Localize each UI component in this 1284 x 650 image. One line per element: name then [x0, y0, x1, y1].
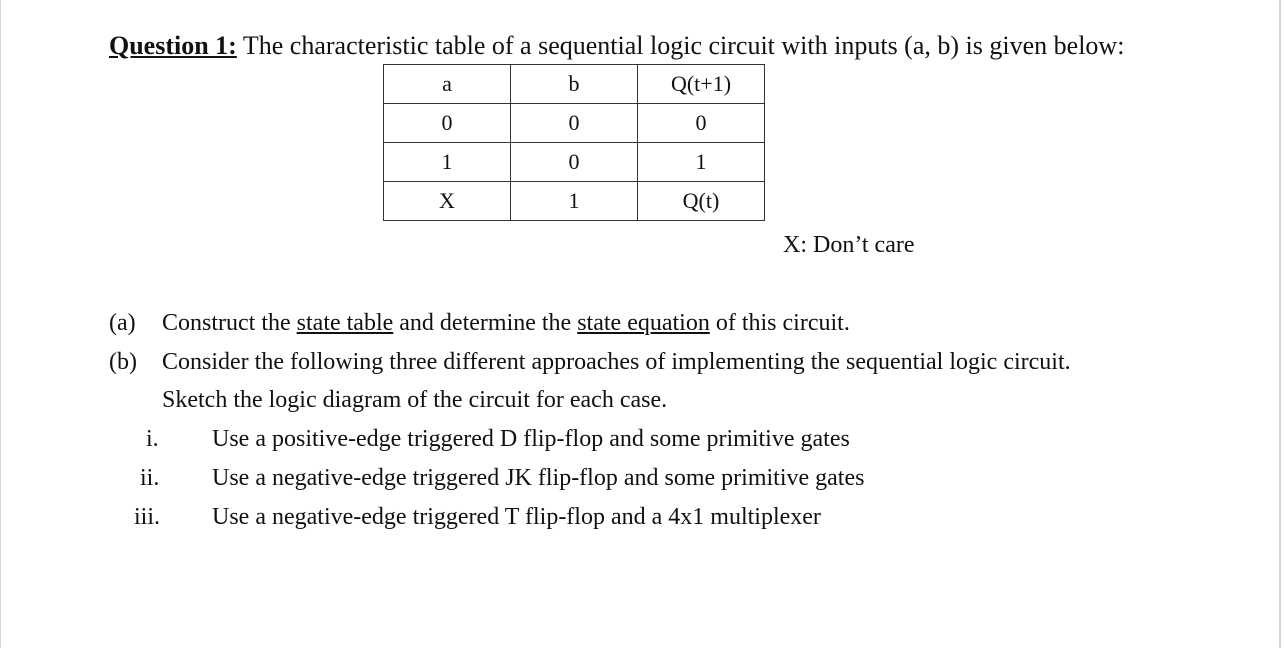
subitem-marker: iii.	[134, 504, 161, 530]
part-a-text-3: of this circuit.	[709, 310, 850, 336]
table-cell: 0	[511, 143, 638, 182]
question-text: The characteristic table of a sequential logic circuit with inputs (a, b) is given below:	[236, 31, 1125, 60]
table-row	[384, 182, 765, 221]
table-cell: 0	[511, 104, 638, 143]
part-b-line-2: Sketch the logic diagram of the circuit for each case.	[162, 387, 668, 413]
table-row	[384, 104, 765, 143]
part-a-text	[162, 308, 850, 338]
table-cell: 1	[384, 143, 511, 182]
table-row	[384, 143, 765, 182]
subitem-marker: ii.	[140, 465, 160, 491]
part-b-marker: (b)	[109, 349, 137, 375]
table-cell: 0	[638, 104, 765, 143]
subitem-marker: i.	[146, 426, 159, 452]
table-header-row	[384, 65, 765, 104]
state-table-term: state table	[296, 310, 394, 336]
part-a-text-1: Construct the	[162, 310, 297, 336]
subitem-text: Use a positive-edge triggered D flip-flop and some primitive gates	[212, 426, 850, 452]
part-a-text-2: and determine the	[393, 310, 578, 336]
subitem-text: Use a negative-edge triggered T flip-flop and a 4x1 multiplexer	[212, 504, 821, 530]
part-b-line-1: Consider the following three different approaches of implementing the sequential logic circuit.	[162, 349, 1071, 375]
question-label: Question 1:	[109, 31, 237, 60]
table-cell: Q(t)	[638, 182, 765, 221]
part-a-marker: (a)	[109, 310, 136, 336]
characteristic-table	[383, 64, 765, 221]
dont-care-note: X: Don’t care	[783, 232, 915, 258]
state-equation-term: state equation	[577, 310, 710, 336]
table-cell: X	[384, 182, 511, 221]
table-cell: 1	[638, 143, 765, 182]
table-cell: 0	[384, 104, 511, 143]
table-header-cell: a	[384, 65, 511, 104]
table-header-cell: b	[511, 65, 638, 104]
table-cell: 1	[511, 182, 638, 221]
table-header-cell: Q(t+1)	[638, 65, 765, 104]
question-heading	[109, 30, 1124, 62]
subitem-text: Use a negative-edge triggered JK flip-flop and some primitive gates	[212, 465, 865, 491]
